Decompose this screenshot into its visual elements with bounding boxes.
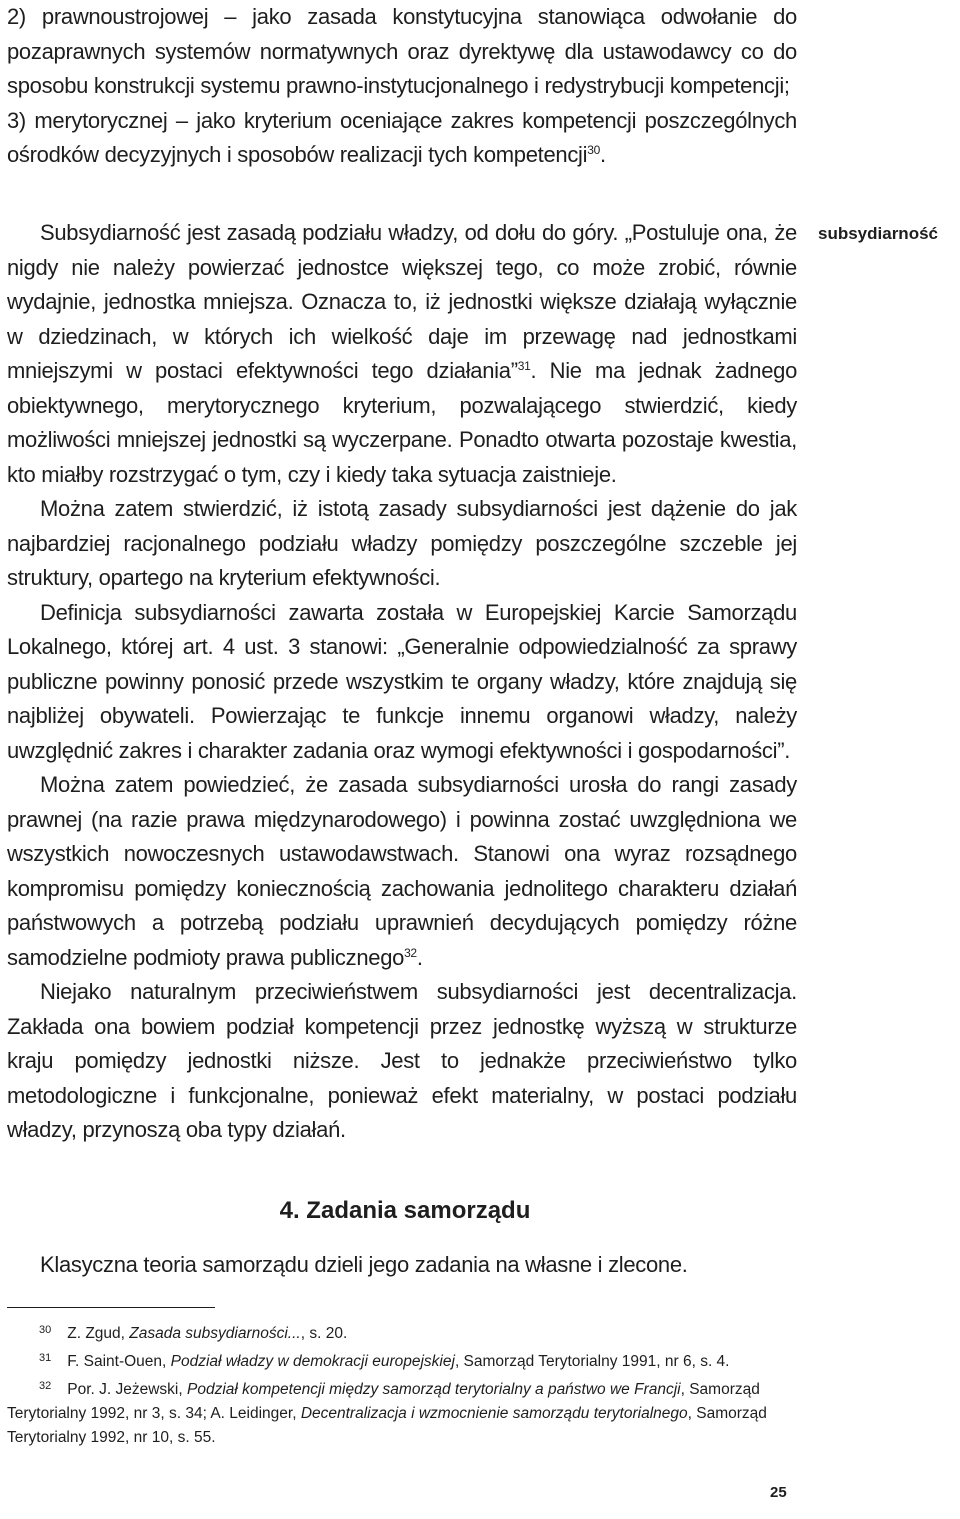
footnote-ref-32[interactable]: 32 (404, 945, 417, 960)
list-item-2: 2) prawnoustrojowej – jako zasada konstytucyjna stanowiąca odwołanie do pozaprawnych systemów normatywnych oraz dyrektywę dla ustawodawcy co do sposobu konstrukcji systemu prawno-instytucjonalnego i redystrybucji kompetencji; (7, 4, 797, 98)
footnote-title: Podział władzy w demokracji europejskiej (170, 1353, 455, 1370)
footnote-32 (7, 1374, 797, 1450)
paragraph-decentralization: Niejako naturalnym przeciwieństwem subsydiarności jest decentralizacja. Zakłada ona bowiem podział kompetencji przez jednostkę wyższą w strukturze kraju pomiędzy jednostki niższe. Jest to jednakże przeciwieństwo tylko metodologiczne i funkcjonalne, ponieważ efekt materialny, w postaci podziału władzy, przynoszą oba typy działań. (7, 979, 797, 1142)
footnote-30 (7, 1318, 797, 1346)
footnote-divider (7, 1307, 215, 1308)
paragraph-1-text-b: . Nie ma jednak żadnego obiektywnego, merytorycznego kryterium, pozwalającego stwierdzić, kiedy możliwości mniejszej jednostki są wyczerpane. Ponadto otwarta pozostaje kwestia, kto miałby rozstrzygać o tym, czy i kiedy taka sytuacja zaistnieje. (7, 358, 798, 487)
footnote-text: , Samorząd Terytorialny 1991, nr 6, s. 4. (454, 1353, 730, 1370)
footnote-number: 31 (39, 1352, 52, 1364)
footnote-31 (7, 1346, 797, 1374)
footnote-title: Podział kompetencji między samorząd terytorialny a państwo we Francji (186, 1381, 681, 1398)
main-text (7, 216, 797, 1148)
footnotes (7, 1318, 797, 1450)
footnote-text: , s. 20. (300, 1325, 348, 1342)
footnote-text: , Samorząd Terytorialny 1992, nr 3, s. 34; A. Leidinger, (7, 1381, 760, 1422)
paragraph-essence: Można zatem stwierdzić, iż istotą zasady subsydiarności jest dążenie do jak najbardziej racjonalnego podziału władzy pomiędzy poszczególne szczeble jej struktury, opartego na kryterium efektywności. (7, 496, 797, 590)
footnote-number: 30 (39, 1324, 52, 1336)
footnote-title: Zasada subsydiarności... (129, 1325, 301, 1342)
section-intro: Klasyczna teoria samorządu dzieli jego zadania na własne i zlecone. (40, 1252, 688, 1277)
enumerated-list (7, 0, 797, 173)
paragraph-4-text-b: . (416, 944, 423, 970)
footnote-text: , Samorząd Terytorialny 1992, nr 10, s. 55. (7, 1405, 767, 1446)
footnote-text: F. Saint-Ouen, (67, 1353, 171, 1370)
list-item-3 (7, 104, 797, 173)
footnote-ref-30[interactable]: 30 (587, 143, 600, 157)
paragraph-4-text-a: Można zatem powiedzieć, że zasada subsydiarności urosła do rangi zasady prawnej (na razie prawa międzynarodowego) i powinna zostać uwzględniona we wszystkich nowoczesnych ustawodawstwach. Stanowi ona wyraz rozsądnego kompromisu pomiędzy koniecznością zachowania jednolitego charakteru działań państwowych a potrzebą podziału uprawnień decydujących pomiędzy różne samodzielne podmioty prawa publicznego (7, 772, 797, 970)
footnote-ref-31[interactable]: 31 (517, 359, 531, 373)
list-item-3-end: . (599, 142, 606, 167)
page-number: 25 (770, 1484, 787, 1501)
paragraph-subsidiarity-definition (7, 216, 797, 492)
section-heading: 4. Zadania samorządu (279, 1197, 531, 1224)
margin-note: subsydiarność (818, 224, 938, 243)
list-item-3-text: 3) merytorycznej – jako kryterium oceniające zakres kompetencji poszczególnych ośrodków decyzyjnych i sposobów realizacji tych kompetencji (7, 107, 797, 167)
footnote-number: 32 (39, 1380, 52, 1392)
paragraph-charter: Definicja subsydiarności zawarta została w Europejskiej Karcie Samorządu Lokalnego, której art. 4 ust. 3 stanowi: „Generalnie odpowiedzialność za sprawy publiczne powinny ponosić przede wszystkim te organy władzy, które znajdują się najbliżej obywateli. Powierzając te funkcje innemu organowi władzy, należy uwzględnić zakres i charakter zadania oraz wymogi efektywności i gospodarności”. (7, 599, 797, 763)
paragraph-1-text-a: Subsydiarność jest zasadą podziału władzy, od dołu do góry. „Postuluje ona, że nigdy nie należy powierzać jednostce większej tego, co może zrobić, równie wydajnie, jednostka mniejsza. Oznacza to, iż jednostki większe działają wyłącznie w dziedzinach, w których ich wielkość daje im przewagę nad jednostkami mniejszymi w postaci efektywności tego działania” (7, 220, 797, 383)
footnote-title: Decentralizacja i wzmocnienie samorządu terytorialnego (300, 1405, 688, 1422)
footnote-text: Por. J. Jeżewski, (67, 1381, 187, 1398)
paragraph-legal-principle (7, 768, 797, 975)
footnote-text: Z. Zgud, (67, 1325, 130, 1342)
